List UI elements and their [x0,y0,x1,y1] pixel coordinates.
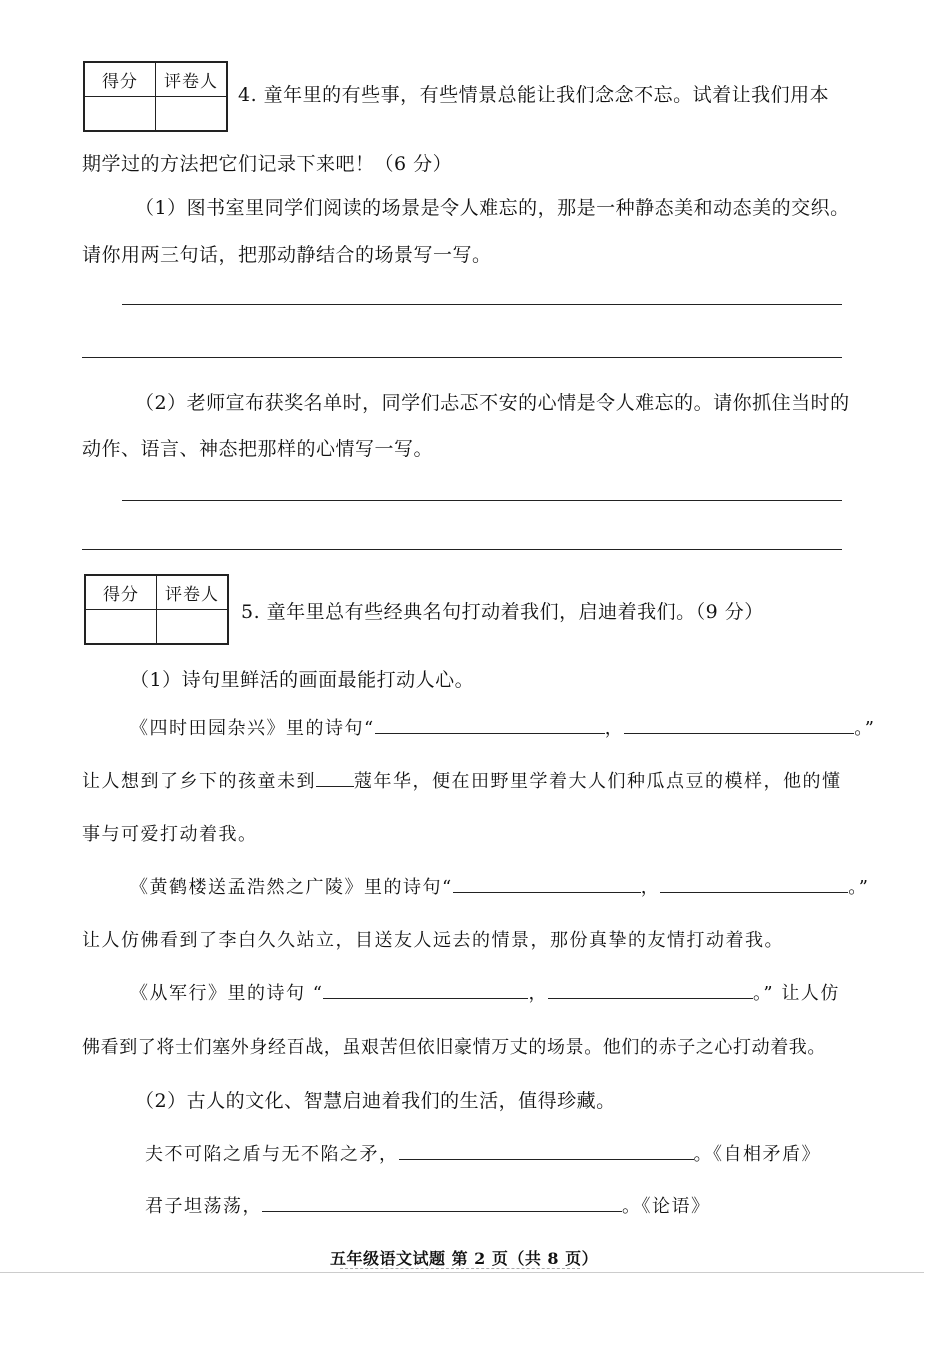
answer-line[interactable] [122,500,842,501]
fill-blank[interactable] [548,980,753,999]
q4-sub1-line1: （1）图书室里同学们阅读的场景是令人难忘的，那是一种静态美和动态美的交织。 [135,197,850,219]
poem1-line2 [82,767,842,793]
end-quote: 。” [848,877,870,898]
score-cell[interactable] [84,97,156,132]
quote1-prefix: 夫不可陷之盾与无不陷之矛， [145,1144,399,1165]
fill-blank[interactable] [375,715,605,734]
comma: ， [604,718,625,739]
end-quote: 。” [854,718,876,739]
q5-score-box [84,574,229,645]
page-footer: 五年级语文试题 第 2 页（共 8 页） [330,1249,599,1268]
fill-blank[interactable] [323,980,528,999]
poem2-line2: 让人仿佛看到了李白久久站立，目送友人远去的情景，那份真挚的友情打动着我。 [82,930,784,951]
grader-cell[interactable] [157,610,229,645]
poem2-prefix: 《黄鹤楼送孟浩然之广陵》里的诗句“ [130,877,453,898]
quote1-source: 。《自相矛盾》 [693,1144,821,1165]
grader-label: 评卷人 [157,575,229,610]
fill-blank[interactable] [453,874,641,893]
score-label: 得分 [85,575,157,610]
grader-cell[interactable] [156,97,228,132]
page-edge [0,1272,924,1273]
fill-blank[interactable] [399,1141,694,1160]
poem3-suffix: 。” 让人仿 [752,983,840,1004]
poem1-line2b: 蔻年华，便在田野里学着大人们种瓜点豆的模样，他的懂 [354,771,842,792]
q4-sub2-line2: 动作、语言、神态把那样的心情写一写。 [82,438,434,460]
fill-blank[interactable] [262,1193,622,1212]
poem1-line1 [130,714,875,740]
fill-blank[interactable] [660,874,848,893]
q4-score-box [83,61,228,132]
fill-blank[interactable] [316,768,354,787]
q4-sub1-line2: 请你用两三句话，把那动静结合的场景写一写。 [82,244,492,266]
q4-sub2-line1: （2）老师宣布获奖名单时，同学们忐忑不安的心情是令人难忘的。请你抓住当时的 [135,392,850,414]
poem1-line2a: 让人想到了乡下的孩童未到 [82,771,316,792]
poem3-prefix: 《从军行》里的诗句 “ [130,983,324,1004]
grader-label: 评卷人 [156,62,228,97]
comma: ， [640,877,661,898]
answer-line[interactable] [82,549,842,550]
score-cell[interactable] [85,610,157,645]
poem1-prefix: 《四时田园杂兴》里的诗句“ [130,718,375,739]
quote2-prefix: 君子坦荡荡， [145,1196,262,1217]
q4-stem-line1: 4. 童年里的有些事，有些情景总能让我们念念不忘。试着让我们用本 [238,84,830,106]
q5-sub1: （1）诗句里鲜活的画面最能打动人心。 [130,669,475,691]
q5-stem: 5. 童年里总有些经典名句打动着我们，启迪着我们。（9 分） [241,601,764,623]
quote2-source: 。《论语》 [622,1196,711,1217]
poem2-line1 [130,873,869,899]
quote2-line [145,1192,711,1218]
poem3-line1 [130,979,840,1005]
comma: ， [528,983,548,1004]
poem3-line2: 佛看到了将士们塞外身经百战，虽艰苦但依旧豪情万丈的场景。他们的赤子之心打动着我。 [82,1037,826,1058]
answer-line[interactable] [122,304,842,305]
q4-stem-line2: 期学过的方法把它们记录下来吧！（6 分） [82,153,453,175]
poem1-line3: 事与可爱打动着我。 [82,824,258,845]
score-label: 得分 [84,62,156,97]
fill-blank[interactable] [624,715,854,734]
answer-line[interactable] [82,357,842,358]
quote1-line [145,1140,821,1166]
q5-sub2: （2）古人的文化、智慧启迪着我们的生活，值得珍藏。 [135,1090,616,1112]
